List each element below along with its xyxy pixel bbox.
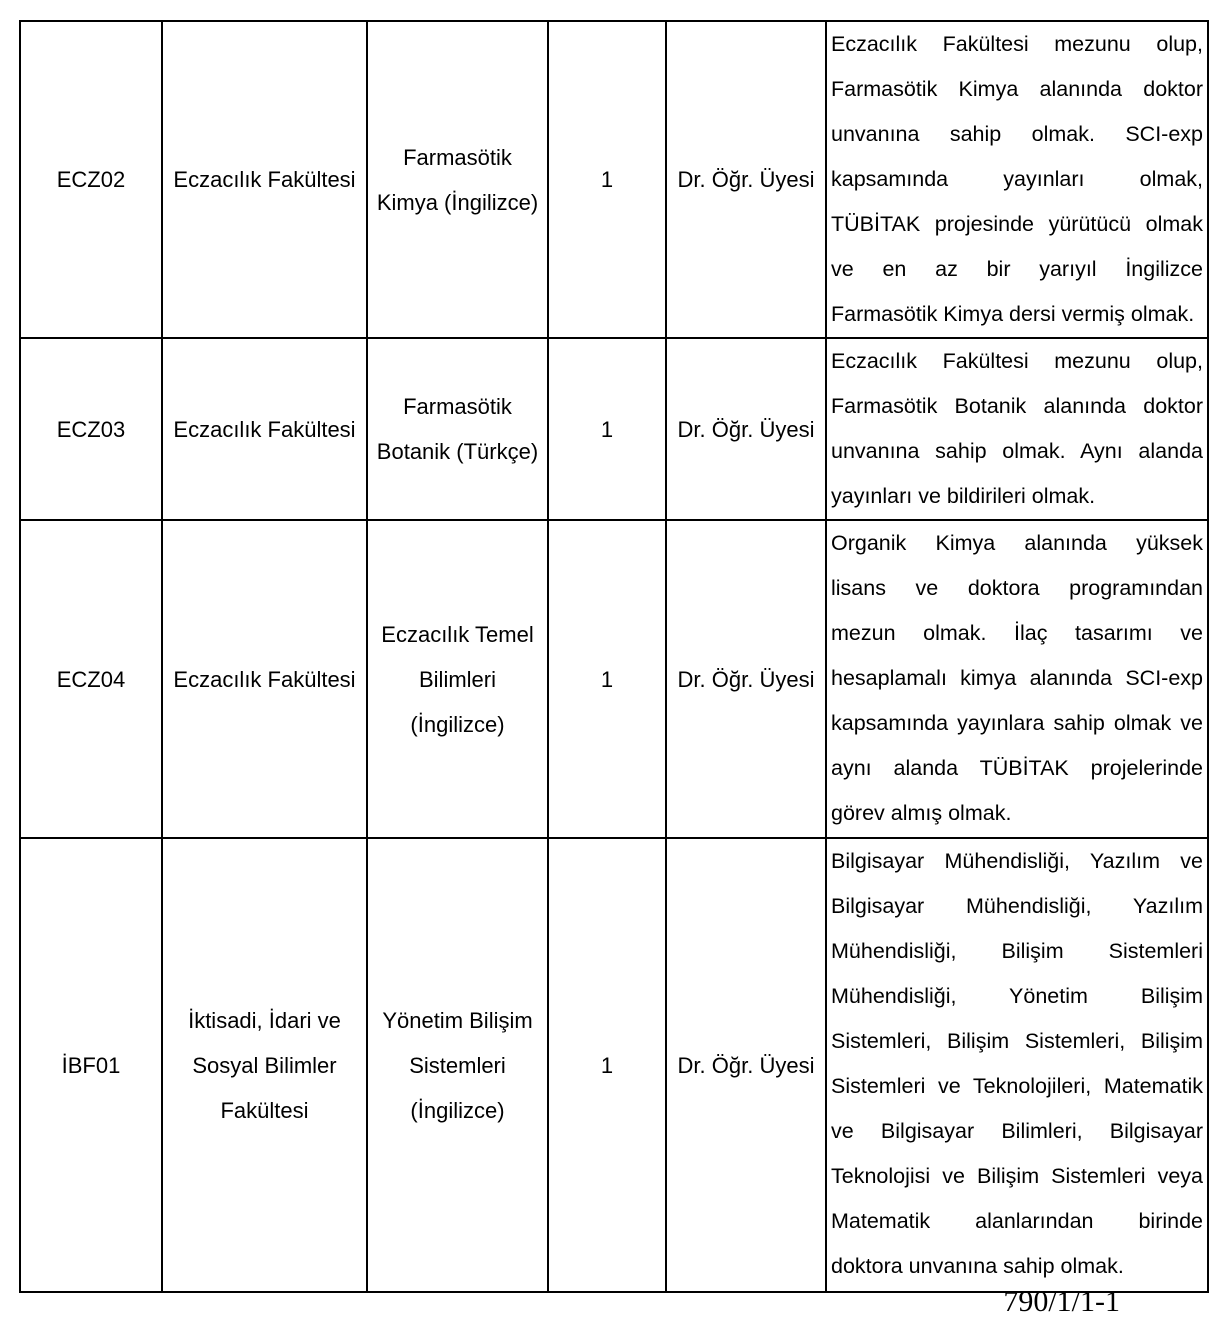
requirements-cell [826, 21, 1208, 338]
cell-text-line: (İngilizce) [410, 1097, 505, 1123]
requirement-line: Teknolojisi ve Bilişim Sistemleri veya [831, 1164, 1203, 1188]
requirements-cell [826, 338, 1208, 520]
requirement-line: Farmasötik Kimya dersi vermiş olmak. [831, 302, 1195, 326]
cell-text-line: (İngilizce) [410, 711, 505, 737]
cell-text-line: Bilimleri [419, 666, 496, 692]
program-cell [367, 520, 548, 838]
cell-text-line: 1 [600, 1052, 614, 1078]
quota-cell [548, 838, 666, 1292]
faculty-positions-table [19, 20, 1209, 1293]
requirement-line: Farmasötik Kimya alanında doktor [831, 77, 1203, 101]
gazette-reference-number: 790/1/1-1 [1003, 1285, 1120, 1318]
requirement-line: yayınları ve bildirileri olmak. [831, 484, 1096, 508]
quota-cell [548, 338, 666, 520]
quota-cell [548, 21, 666, 338]
cell-text-line: Eczacılık Fakültesi [173, 666, 356, 692]
faculty-cell [162, 838, 367, 1292]
cell-text-line: Yönetim Bilişim [382, 1007, 533, 1033]
requirement-line: görev almış olmak. [831, 801, 1012, 825]
cell-text-line: Fakültesi [220, 1097, 309, 1123]
requirement-line: TÜBİTAK projesinde yürütücü olmak [831, 212, 1203, 236]
cell-text-line: ECZ03 [56, 416, 126, 442]
cell-text-line: Kimya (İngilizce) [376, 189, 539, 215]
cell-text-line: 1 [600, 167, 614, 192]
requirement-line: hesaplamalı kimya alanında SCI-exp [831, 666, 1203, 690]
requirement-line: aynı alanda TÜBİTAK projelerinde [831, 756, 1203, 780]
cell-text-line: Eczacılık Fakültesi [173, 167, 356, 192]
cell-text-line: İBF01 [61, 1052, 121, 1078]
position-code-cell [20, 21, 162, 338]
requirement-line: ve en az bir yarıyıl İngilizce [831, 257, 1203, 281]
faculty-cell [162, 21, 367, 338]
cell-text-line: Botanik (Türkçe) [376, 439, 539, 464]
requirement-line: Sistemleri, Bilişim Sistemleri, Bilişim [831, 1029, 1203, 1053]
requirement-line: Organik Kimya alanında yüksek [831, 531, 1203, 555]
cell-text-line: Eczacılık Temel [381, 621, 534, 647]
position-code-cell [20, 338, 162, 520]
requirement-line: Farmasötik Botanik alanında doktor [831, 394, 1203, 418]
table-row [20, 338, 1208, 520]
position-code-cell [20, 520, 162, 838]
requirement-line: mezun olmak. İlaç tasarımı ve [831, 621, 1203, 645]
table-row [20, 21, 1208, 338]
requirement-line: doktora unvanına sahip olmak. [831, 1254, 1124, 1278]
cell-text-line: 1 [600, 666, 614, 692]
requirement-line: Mühendisliği, Yönetim Bilişim [831, 984, 1203, 1008]
requirement-line: kapsamında yayınları olmak, [831, 167, 1203, 191]
faculty-cell [162, 338, 367, 520]
cell-text-line: Sosyal Bilimler [192, 1052, 337, 1078]
table-body [20, 21, 1208, 1292]
table-row [20, 838, 1208, 1292]
requirement-line: ve Bilgisayar Bilimleri, Bilgisayar [831, 1119, 1203, 1143]
requirement-line: Matematik alanlarından birinde [831, 1209, 1203, 1233]
requirements-cell [826, 520, 1208, 838]
program-cell [367, 338, 548, 520]
requirement-line: Eczacılık Fakültesi mezunu olup, [831, 349, 1203, 373]
cell-text-line: Dr. Öğr. Üyesi [677, 416, 815, 442]
requirements-cell [826, 838, 1208, 1292]
cell-text-line: İktisadi, İdari ve [188, 1007, 341, 1033]
cell-text-line: Dr. Öğr. Üyesi [677, 666, 815, 692]
cell-text-line: Dr. Öğr. Üyesi [677, 167, 815, 192]
requirement-line: lisans ve doktora programından [831, 576, 1203, 600]
table-row [20, 520, 1208, 838]
academic-title-cell [666, 338, 826, 520]
requirement-line: Eczacılık Fakültesi mezunu olup, [831, 32, 1203, 56]
requirement-line: Sistemleri ve Teknolojileri, Matematik [831, 1074, 1203, 1098]
cell-text-line: Eczacılık Fakültesi [173, 416, 356, 442]
quota-cell [548, 520, 666, 838]
academic-title-cell [666, 838, 826, 1292]
cell-text-line: ECZ02 [56, 167, 126, 192]
program-cell [367, 21, 548, 338]
cell-text-line: ECZ04 [56, 666, 126, 692]
cell-text-line: Farmasötik [403, 394, 512, 419]
position-code-cell [20, 838, 162, 1292]
cell-text-line: Dr. Öğr. Üyesi [677, 1052, 815, 1078]
requirement-line: Bilgisayar Mühendisliği, Yazılım ve [831, 849, 1203, 873]
requirement-line: unvanına sahip olmak. Aynı alanda [831, 439, 1203, 463]
faculty-cell [162, 520, 367, 838]
academic-title-cell [666, 21, 826, 338]
requirement-line: Mühendisliği, Bilişim Sistemleri [831, 939, 1203, 963]
cell-text-line: Sistemleri [409, 1052, 506, 1078]
program-cell [367, 838, 548, 1292]
requirement-line: kapsamında yayınlara sahip olmak ve [831, 711, 1203, 735]
requirement-line: Bilgisayar Mühendisliği, Yazılım [831, 894, 1203, 918]
cell-text-line: Farmasötik [403, 144, 512, 170]
requirement-line: unvanına sahip olmak. SCI-exp [831, 122, 1203, 146]
cell-text-line: 1 [600, 416, 614, 442]
academic-title-cell [666, 520, 826, 838]
